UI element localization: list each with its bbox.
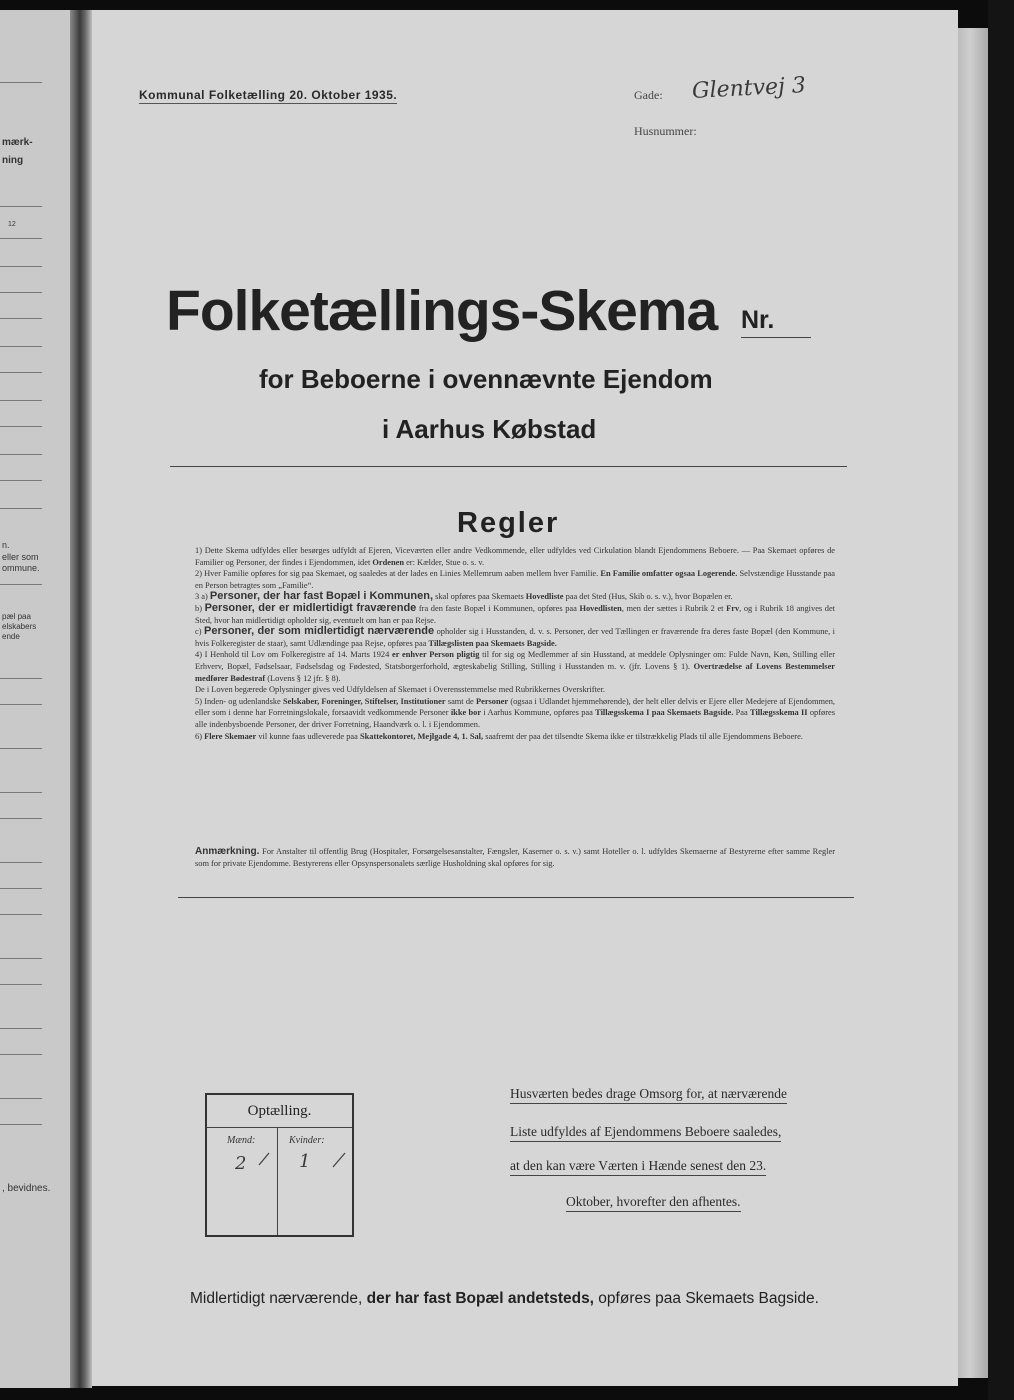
notice-line-2: Liste udfyldes af Ejendommens Beboere saaledes, xyxy=(510,1124,781,1142)
handwritten-strokes xyxy=(207,1095,352,1235)
count-box xyxy=(205,1093,354,1237)
rule-3b: b) Personer, der er midlertidigt fraværende fra den faste Bopæl i Kommunen, opføres paa Hovedlisten, men der sættes i Rubrik 2 et Frv, og i Rubrik 18 angives det Sted, hvor han midlertidigt opholder sig, eventuelt om han er paa Rejse. xyxy=(195,601,836,625)
women-count-handwritten: 1 xyxy=(299,1151,311,1172)
census-header: Kommunal Folketælling 20. Oktober 1935. xyxy=(139,88,398,102)
count-title: Optælling. xyxy=(247,1103,312,1119)
rule-5: 5) Inden- og udenlandske Selskaber, Foreninger, Stiftelser, Institutioner samt de Personer (ogsaa i Udlandet hjemmehørende), der helt eller delvis er Ejere eller Medejere af Ejendommen, eller som i denne har Forretningslokale, forsaavidt vedkommende Personer ikke bor i Aarhus Kommune, opføres paa Tillægsskema I paa Skemaets Bagside. Paa Tillægsskema II opføres alle indenbysboende Personer, der driver Forretning, Haandværk o. l. i Ejendommen. xyxy=(195,696,835,729)
left-fragment: elskabers xyxy=(2,622,37,631)
left-fragment: ning xyxy=(2,155,24,166)
rule-1: 1) Dette Skema udfyldes eller besørges udfyldt af Ejeren, Viceværten eller andre Vedkommende, eller udfyldes ved Cirkulation blandt Ejendommens Beboere. — Paa Skemaet opføres de Familier og Personer, der findes i Ejendommen, idet Ordenen er: Kælder, Stue o. s. v. xyxy=(195,546,835,567)
left-fragment: ende xyxy=(2,632,20,641)
women-label: Kvinder: xyxy=(289,1135,325,1146)
notice-line-1: Husværten bedes drage Omsorg for, at nærværende xyxy=(510,1086,787,1104)
rule-3c: c) Personer, der som midlertidigt nærværende opholder sig i Husstanden, d. v. s. Personer, der ved Tællingen er fraværende fra deres faste Bopæl (den Kommune, i hvis Folkeregister de staar), samt Udlændinge paa Rejse, opføres paa Tillægslisten paa Skemaets Bagside. xyxy=(195,625,835,648)
notice-line-4: Oktober, hvorefter den afhentes. xyxy=(566,1194,741,1212)
gade-label: Gade: xyxy=(634,88,663,102)
left-fragment: pæl paa xyxy=(2,612,31,621)
book-gutter xyxy=(70,10,92,1388)
form-subtitle: for Beboerne i ovennævnte Ejendom xyxy=(259,364,713,394)
rule-4b: De i Loven begærede Oplysninger gives ved Udfyldelsen af Skemaet i Overensstemmelse med Rubrikkernes Overskrifter. xyxy=(195,685,606,695)
rule-3a: 3 a) Personer, der har fast Bopæl i Kommunen, skal opføres paa Skemaets Hovedliste paa det Sted (Hus, Skib o. s. v.), hvor Bopælen er. xyxy=(195,590,733,603)
men-label: Mænd: xyxy=(227,1135,256,1146)
book-spine xyxy=(988,0,1014,1400)
left-fragment: 12 xyxy=(8,221,16,228)
page-edge xyxy=(958,28,988,1378)
left-fragment: n. xyxy=(2,540,10,550)
rule-4: 4) I Henhold til Lov om Folkeregistre af 14. Marts 1924 er enhver Person pligtig til for sig og Medlemmer af sin Husstand, at meddele Oplysninger om: Fulde Navn, Køn, Stilling eller Erhverv, Bopæl, Fødselsaar, Fødselsdag og Fødested, Statsborgerforhold, ægteskabelig Stilling, Stilling i Husstanden m. v. (jfr. Lovens § 1). Overtrædelse af Lovens Bestemmelser medfører Bødestraf (Lovens § 12 jfr. § 8). xyxy=(195,650,836,683)
form-title: Folketællings-Skema xyxy=(166,279,718,343)
rule-2: 2) Hver Familie opføres for sig paa Skemaet, og saaledes at der lades en Linies Mellemrum aaben mellem hver Familie. En Familie omfatter ogsaa Logerende. Selvstændige Husstande paa en Person betragtes som „Familie“. xyxy=(195,569,835,590)
number-line xyxy=(741,337,811,338)
left-fragment: mærk- xyxy=(2,137,33,148)
left-fragment: , bevidnes. xyxy=(2,1183,51,1194)
left-fragment: eller som xyxy=(2,552,39,562)
husnummer-label: Husnummer: xyxy=(634,124,697,138)
rules-heading: Regler xyxy=(457,507,560,539)
rules-text xyxy=(195,545,835,742)
left-fragment: ommune. xyxy=(2,563,40,573)
form-subtitle-city: i Aarhus Købstad xyxy=(382,414,597,444)
divider xyxy=(178,897,854,898)
remark-label: Anmærkning. xyxy=(195,846,260,857)
divider xyxy=(170,466,847,467)
gade-value-handwritten: Glentvej 3 xyxy=(691,73,807,104)
footer-note: Midlertidigt nærværende, der har fast Bopæl andetsteds, opføres paa Skemaets Bagside. xyxy=(190,1290,819,1307)
men-count-handwritten: 2 xyxy=(235,1153,247,1174)
form-number-label: Nr. xyxy=(741,306,775,334)
remark-note xyxy=(195,846,835,869)
left-page-fragment xyxy=(0,10,70,1388)
remark-text: For Anstalter til offentlig Brug (Hospitaler, Forsørgelsesanstalter, Fængsler, Kaserner o. s. v.) samt Hoteller o. l. udfyldes Skemaerne af Bestyrerne efter samme Regler som for private Ejendomme. Bestyrerens eller Opsynspersonalets særlige Husholdning skal opføres for sig. xyxy=(195,847,835,868)
notice-line-3: at den kan være Værten i Hænde senest den 23. xyxy=(510,1158,766,1176)
rule-6: 6) Flere Skemaer vil kunne faas udleverede paa Skattekontoret, Mejlgade 4, 1. Sal, saafremt der paa det tilsendte Skema ikke er tilstrækkelig Plads til alle Ejendommens Beboere. xyxy=(195,731,803,741)
